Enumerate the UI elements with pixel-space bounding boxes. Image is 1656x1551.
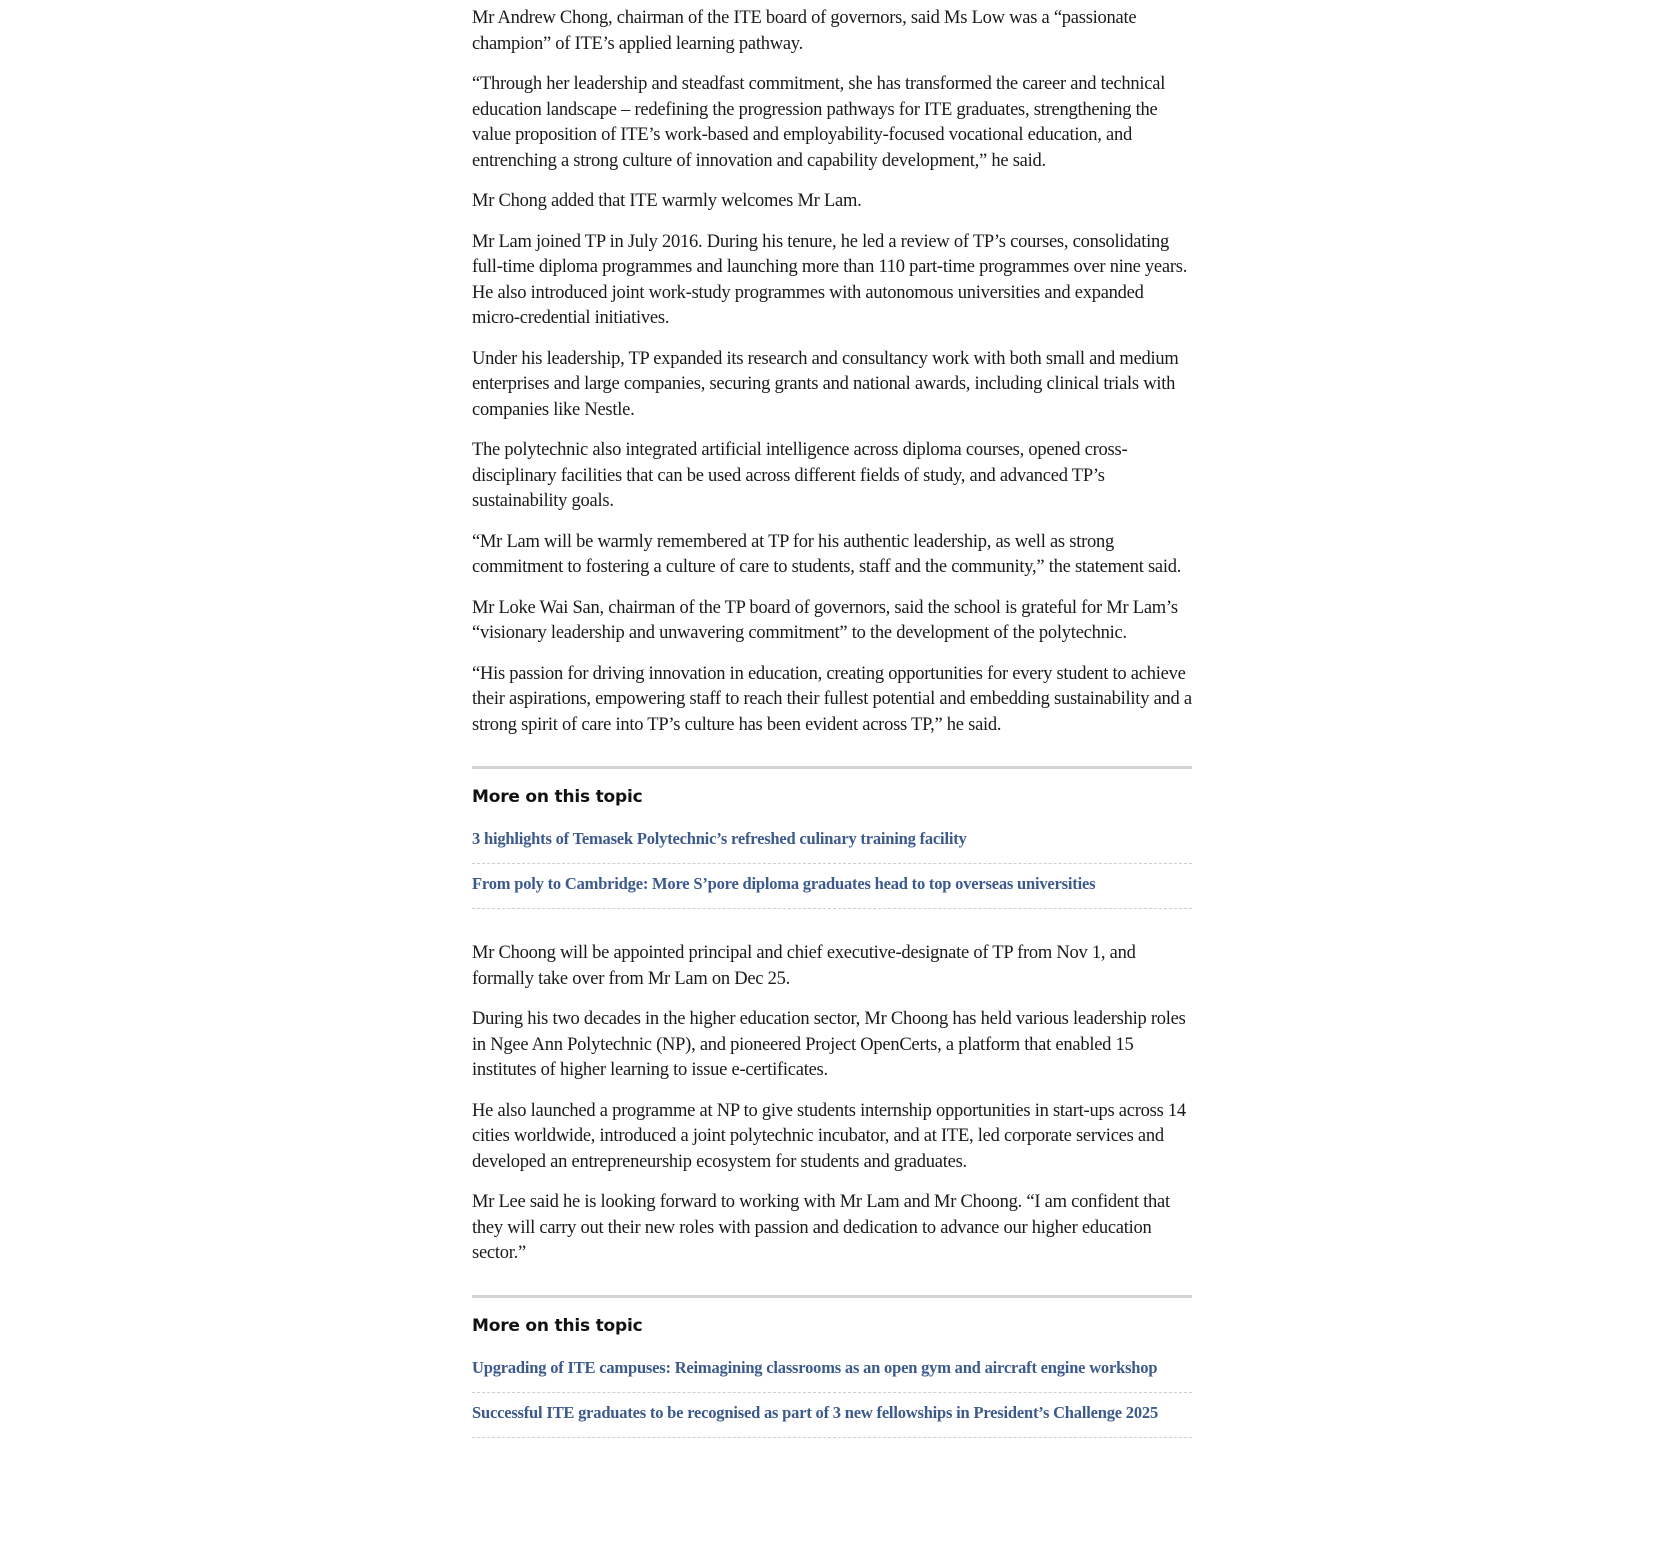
paragraph-lam-tenure: Mr Lam joined TP in July 2016. During his tenure, he led a review of TP’s courses, consolidating full-time diploma programmes and launching more than 110 part-time programmes over nine years. He also introduced joint work-study programmes with autonomous universities and expanded micro-credential initiatives. xyxy=(472,231,1188,328)
paragraph-loke-wai-san: Mr Loke Wai San, chairman of the TP board of governors, said the school is grateful for Mr Lam’s “visionary leadership and unwavering commitment” to the development of the polytechnic. xyxy=(472,597,1178,643)
topic-heading: More on this topic xyxy=(472,1315,643,1336)
paragraph-chong-welcome: Mr Chong added that ITE warmly welcomes Mr Lam. xyxy=(472,191,862,211)
paragraph-ai-integration: The polytechnic also integrated artificial intelligence across diploma courses, opened cross-disciplinary facilities that can be used across different fields of study, and advanced TP’s sustainability goals. xyxy=(472,440,1128,511)
paragraph-andrew-chong: Mr Andrew Chong, chairman of the ITE board of governors, said Ms Low was a “passionate champion” of ITE’s applied learning pathway. xyxy=(472,8,1137,54)
paragraph-choong-appointed: Mr Choong will be appointed principal and chief executive-designate of TP from Nov 1, and formally take over from Mr Lam on Dec 25. xyxy=(472,943,1136,989)
related-link-culinary-facility[interactable]: 3 highlights of Temasek Polytechnic’s refreshed culinary training facility xyxy=(472,827,1192,864)
more-on-this-topic-1 xyxy=(472,766,1192,909)
paragraph-choong-career: During his two decades in the higher education sector, Mr Choong has held various leadership roles in Ngee Ann Polytechnic (NP), and pioneered Project OpenCerts, a platform that enabled 15 institutes of higher learning to issue e-certificates. xyxy=(472,1009,1186,1080)
paragraph-lee-quote: Mr Lee said he is looking forward to working with Mr Lam and Mr Choong. “I am confident that they will carry out their new roles with passion and dedication to advance our higher education sector.” xyxy=(472,1192,1170,1263)
paragraph-lam-remembered: “Mr Lam will be warmly remembered at TP for his authentic leadership, as well as strong commitment to fostering a culture of care to students, staff and the community,” the statement said. xyxy=(472,531,1182,577)
related-link-ite-campuses[interactable]: Upgrading of ITE campuses: Reimagining classrooms as an open gym and aircraft engine workshop xyxy=(472,1356,1192,1393)
paragraph-choong-programme: He also launched a programme at NP to give students internship opportunities in start-ups across 14 cities worldwide, introduced a joint polytechnic incubator, and at ITE, led corporate services and developed an entrepreneurship ecosystem for students and graduates. xyxy=(472,1100,1186,1172)
topic-link-list xyxy=(472,1356,1192,1438)
related-link-presidents-challenge[interactable]: Successful ITE graduates to be recognised as part of 3 new fellowships in President’s Challenge 2025 xyxy=(472,1393,1192,1438)
article-body xyxy=(472,6,1192,1470)
topic-heading: More on this topic xyxy=(472,787,643,807)
topic-link-list xyxy=(472,827,1192,909)
paragraph-chong-quote: “Through her leadership and steadfast commitment, she has transformed the career and technical education landscape – redefining the progression pathways for ITE graduates, strengthening the value proposition of ITE’s work-based and employability-focused vocational education, and entrenching a strong culture of innovation and capability development,” he said. xyxy=(472,74,1166,171)
more-on-this-topic-2 xyxy=(472,1295,1192,1438)
paragraph-loke-quote: “His passion for driving innovation in education, creating opportunities for every student to achieve their aspirations, empowering staff to reach their fullest potential and embedding sustainability and a strong spirit of care into TP’s culture has been evident across TP,” he said. xyxy=(472,663,1192,735)
paragraph-lam-research: Under his leadership, TP expanded its research and consultancy work with both small and medium enterprises and large companies, securing grants and national awards, including clinical trials with companies like Nestle. xyxy=(472,348,1179,420)
related-link-poly-to-cambridge[interactable]: From poly to Cambridge: More S’pore diploma graduates head to top overseas universities xyxy=(472,864,1192,909)
